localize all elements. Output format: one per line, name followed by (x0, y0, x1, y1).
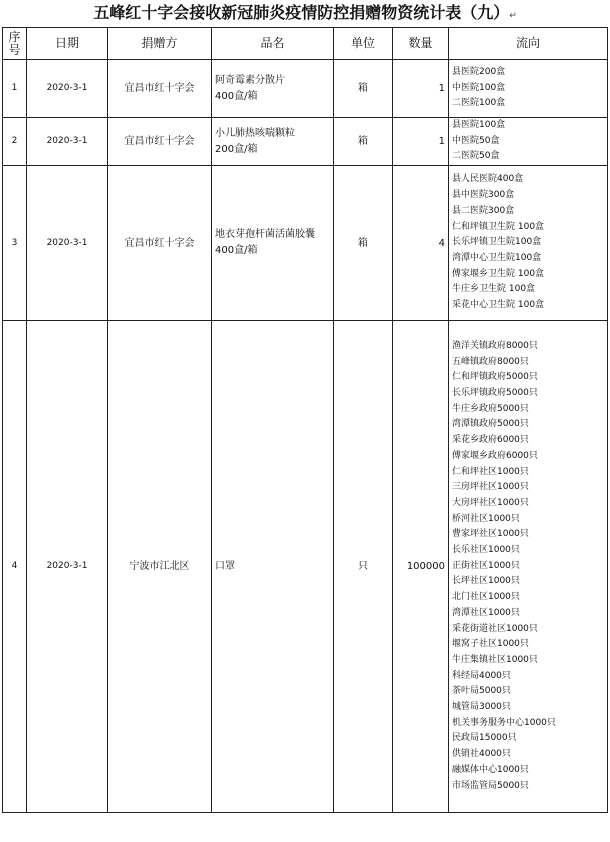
cell-seq: 3 (3, 166, 27, 321)
product-line: 400盒/箱 (215, 245, 258, 257)
table-row (3, 60, 608, 118)
product-line: 小儿肺热咳喘颗粒 (215, 127, 295, 139)
dest-item: 五峰镇政府8000只 (452, 356, 529, 367)
dest-item: 长乐社区1000只 (452, 545, 520, 556)
paragraph-mark-icon: ↵ (509, 11, 517, 21)
cell-product (212, 118, 334, 166)
dest-item: 湾潭社区1000只 (452, 607, 520, 618)
product-line: 400盒/箱 (215, 90, 258, 102)
dest-item: 牛庄乡卫生院 100盒 (452, 284, 536, 295)
cell-unit: 箱 (334, 118, 393, 166)
dest-item: 湾潭中心卫生院100盒 (452, 252, 542, 263)
dest-item: 县医院200盒 (452, 66, 506, 77)
dest-item: 长坪社区1000只 (452, 576, 520, 587)
dest-item: 牛庄乡政府5000只 (452, 403, 529, 414)
product-line: 阿奇霉素分散片 (215, 74, 285, 86)
dest-item: 桥河社区1000只 (452, 513, 520, 524)
dest-item: 三房坪社区1000只 (452, 482, 529, 493)
dest-item: 科经局4000只 (452, 670, 511, 681)
dest-item: 县医院100盒 (452, 120, 506, 130)
cell-donor: 宜昌市红十字会 (108, 118, 212, 166)
dest-item: 民政局15000只 (452, 733, 517, 744)
header-unit: 单位 (334, 28, 393, 60)
cell-qty: 1 (393, 118, 449, 166)
donation-table (2, 27, 608, 813)
dest-item: 市场监管局5000只 (452, 780, 529, 791)
cell-dest (449, 118, 608, 166)
cell-donor: 宜昌市红十字会 (108, 166, 212, 321)
cell-date: 2020-3-1 (27, 60, 108, 118)
dest-item: 大房坪社区1000只 (452, 497, 529, 508)
table-row (3, 166, 608, 321)
dest-item: 融媒体中心1000只 (452, 764, 529, 775)
header-product: 品名 (212, 28, 334, 60)
cell-seq: 2 (3, 118, 27, 166)
dest-item: 采花中心卫生院 100盒 (452, 300, 545, 311)
dest-item: 湾潭镇政府5000只 (452, 419, 529, 430)
dest-item: 牛庄集镇社区1000只 (452, 654, 538, 665)
dest-item: 正街社区1000只 (452, 560, 520, 571)
page-title (0, 2, 610, 27)
header-dest: 流向 (449, 28, 608, 60)
dest-item: 北门社区1000只 (452, 592, 520, 603)
dest-item: 中医院50盒 (452, 135, 500, 146)
dest-item: 县人民医院400盒 (452, 174, 524, 185)
header-seq: 序号 (3, 28, 27, 60)
product-line: 地衣芽孢杆菌活菌胶囊 (215, 229, 315, 241)
cell-dest (449, 321, 608, 813)
cell-unit: 箱 (334, 60, 393, 118)
cell-unit: 只 (334, 321, 393, 813)
cell-donor: 宜昌市红十字会 (108, 60, 212, 118)
cell-date: 2020-3-1 (27, 321, 108, 813)
dest-item: 仁和坪社区1000只 (452, 466, 529, 477)
dest-item: 采花街道社区1000只 (452, 623, 538, 634)
dest-item: 长乐坪镇卫生院100盒 (452, 237, 542, 248)
dest-item: 曹家坪社区1000只 (452, 529, 529, 540)
dest-item: 二医院100盒 (452, 98, 506, 109)
cell-product (212, 166, 334, 321)
dest-item: 堰窝子社区1000只 (452, 639, 529, 650)
dest-item: 傅家堰乡卫生院 100盒 (452, 268, 545, 279)
dest-item: 仁和坪镇卫生院 100盒 (452, 221, 545, 232)
cell-seq: 4 (3, 321, 27, 813)
cell-dest (449, 60, 608, 118)
dest-item: 长乐坪镇政府5000只 (452, 388, 538, 399)
cell-dest (449, 166, 608, 321)
dest-item: 茶叶局5000只 (452, 686, 511, 697)
cell-qty: 100000 (393, 321, 449, 813)
dest-item: 县二医院300盒 (452, 205, 515, 216)
dest-item: 傅家堰乡政府6000只 (452, 450, 538, 461)
cell-qty: 1 (393, 60, 449, 118)
cell-unit: 箱 (334, 166, 393, 321)
cell-donor: 宁波市江北区 (108, 321, 212, 813)
cell-date: 2020-3-1 (27, 118, 108, 166)
dest-item: 机关事务服务中心1000只 (452, 717, 556, 728)
dest-item: 县中医院300盒 (452, 190, 515, 201)
header-qty: 数量 (393, 28, 449, 60)
dest-item: 二医院50盒 (452, 151, 500, 162)
cell-seq: 1 (3, 60, 27, 118)
dest-item: 供销社4000只 (452, 749, 511, 760)
table-header-row (3, 28, 608, 60)
dest-item: 采花乡政府6000只 (452, 435, 529, 446)
product-line: 200盒/箱 (215, 143, 258, 155)
table-row (3, 321, 608, 813)
cell-product (212, 60, 334, 118)
header-donor: 捐赠方 (108, 28, 212, 60)
product-line: 口罩 (215, 560, 235, 572)
header-date: 日期 (27, 28, 108, 60)
dest-item: 城管局3000只 (452, 702, 511, 713)
cell-date: 2020-3-1 (27, 166, 108, 321)
title-text: 五峰红十字会接收新冠肺炎疫情防控捐赠物资统计表（九） (93, 3, 510, 22)
table-row (3, 118, 608, 166)
cell-product (212, 321, 334, 813)
dest-item: 中医院100盒 (452, 82, 506, 93)
dest-item: 仁和坪镇政府5000只 (452, 372, 538, 383)
cell-qty: 4 (393, 166, 449, 321)
dest-item: 渔洋关镇政府8000只 (452, 340, 538, 351)
